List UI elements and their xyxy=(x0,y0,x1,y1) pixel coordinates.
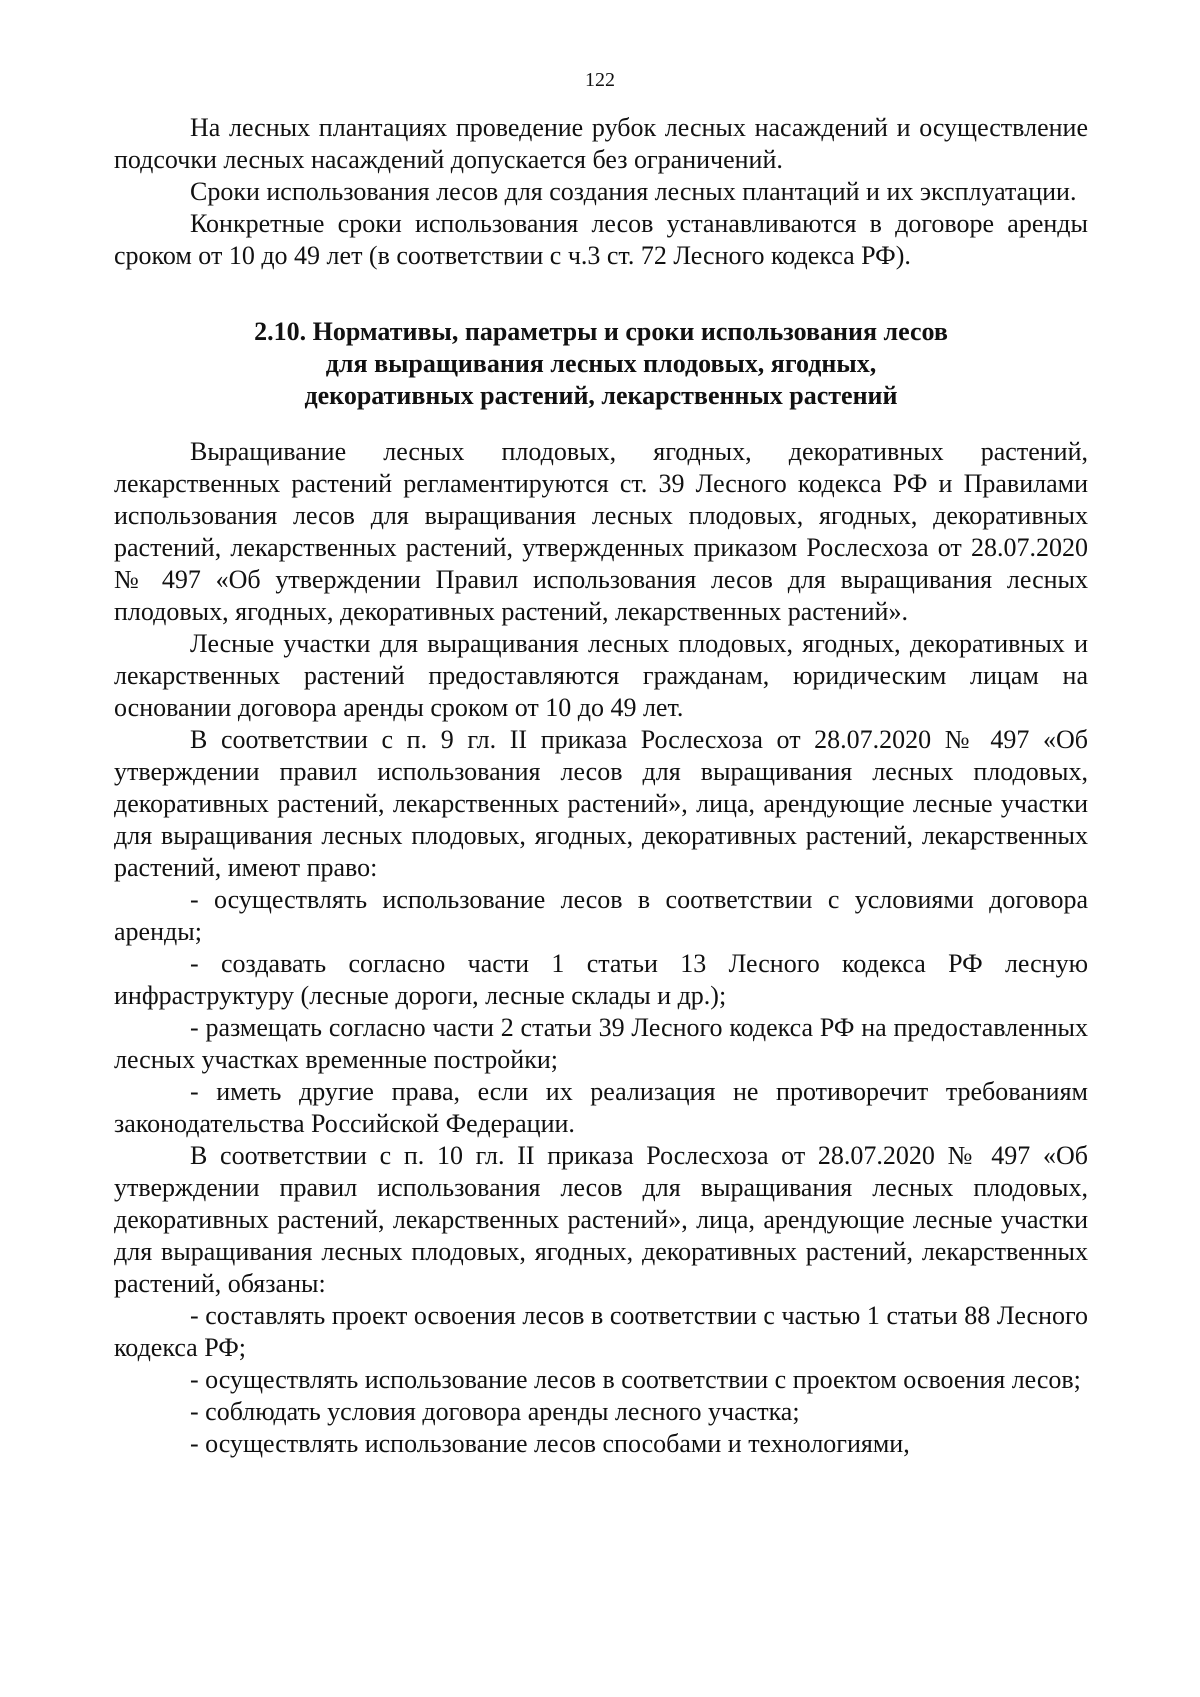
paragraph: В соответствии с п. 10 гл. II приказа Рослесхоза от 28.07.2020 № 497 «Об утверждении правил использования лесов для выращивания лесных плодовых, декоративных растений, лекарственных растений», лица, арендующие лесные участки для выращивания лесных плодовых, ягодных, декоративных растений, лекарственных растений, обязаны: xyxy=(114,1141,1088,1298)
paragraph: Выращивание лесных плодовых, ягодных, декоративных растений, лекарственных растений регламентируются ст. 39 Лесного кодекса РФ и Правилами использования лесов для выращивания лесных плодовых, ягодных, декоративных растений, лекарственных растений, утвержденных приказом Рослесхоза от 28.07.2020 № 497 «Об утверждении Правил использования лесов для выращивания лесных плодовых, ягодных, декоративных растений, лекарственных растений». xyxy=(114,437,1088,626)
list-item: - осуществлять использование лесов в соответствии с проектом освоения лесов; xyxy=(190,1365,1081,1394)
list-item: - соблюдать условия договора аренды лесного участка; xyxy=(190,1397,800,1426)
list-item: - иметь другие права, если их реализация не противоречит требованиям законодательства Российской Федерации. xyxy=(114,1077,1088,1138)
paragraph: Сроки использования лесов для создания лесных плантаций и их эксплуатации. xyxy=(190,177,1077,206)
page-number: 122 xyxy=(585,69,615,91)
list-item: - создавать согласно части 1 статьи 13 Лесного кодекса РФ лесную инфраструктуру (лесные дороги, лесные склады и др.); xyxy=(114,949,1088,1010)
list-item: - осуществлять использование лесов в соответствии с условиями договора аренды; xyxy=(114,885,1088,946)
intro-block xyxy=(114,112,1088,272)
paragraph: Лесные участки для выращивания лесных плодовых, ягодных, декоративных и лекарственных растений предоставляются гражданам, юридическим лицам на основании договора аренды сроком от 10 до 49 лет. xyxy=(114,629,1088,722)
section-heading xyxy=(114,316,1088,412)
body-block xyxy=(114,436,1088,1460)
section-heading-line: декоративных растений, лекарственных растений xyxy=(304,381,898,410)
section-heading-line: для выращивания лесных плодовых, ягодных, xyxy=(325,349,877,378)
list-item: - размещать согласно части 2 статьи 39 Лесного кодекса РФ на предоставленных лесных участках временные постройки; xyxy=(114,1013,1088,1074)
section-heading-line: 2.10. Нормативы, параметры и сроки использования лесов xyxy=(254,317,948,346)
paragraph: В соответствии с п. 9 гл. II приказа Рослесхоза от 28.07.2020 № 497 «Об утверждении правил использования лесов для выращивания лесных плодовых, декоративных растений, лекарственных растений», лица, арендующие лесные участки для выращивания лесных плодовых, ягодных, декоративных растений, лекарственных растений, имеют право: xyxy=(114,725,1088,882)
list-item: - составлять проект освоения лесов в соответствии с частью 1 статьи 88 Лесного кодекса РФ; xyxy=(114,1301,1088,1362)
paragraph: На лесных плантациях проведение рубок лесных насаждений и осуществление подсочки лесных насаждений допускается без ограничений. xyxy=(114,113,1088,174)
list-item: - осуществлять использование лесов способами и технологиями, xyxy=(190,1429,910,1458)
paragraph: Конкретные сроки использования лесов устанавливаются в договоре аренды сроком от 10 до 49 лет (в соответствии с ч.3 ст. 72 Лесного кодекса РФ). xyxy=(114,209,1088,270)
